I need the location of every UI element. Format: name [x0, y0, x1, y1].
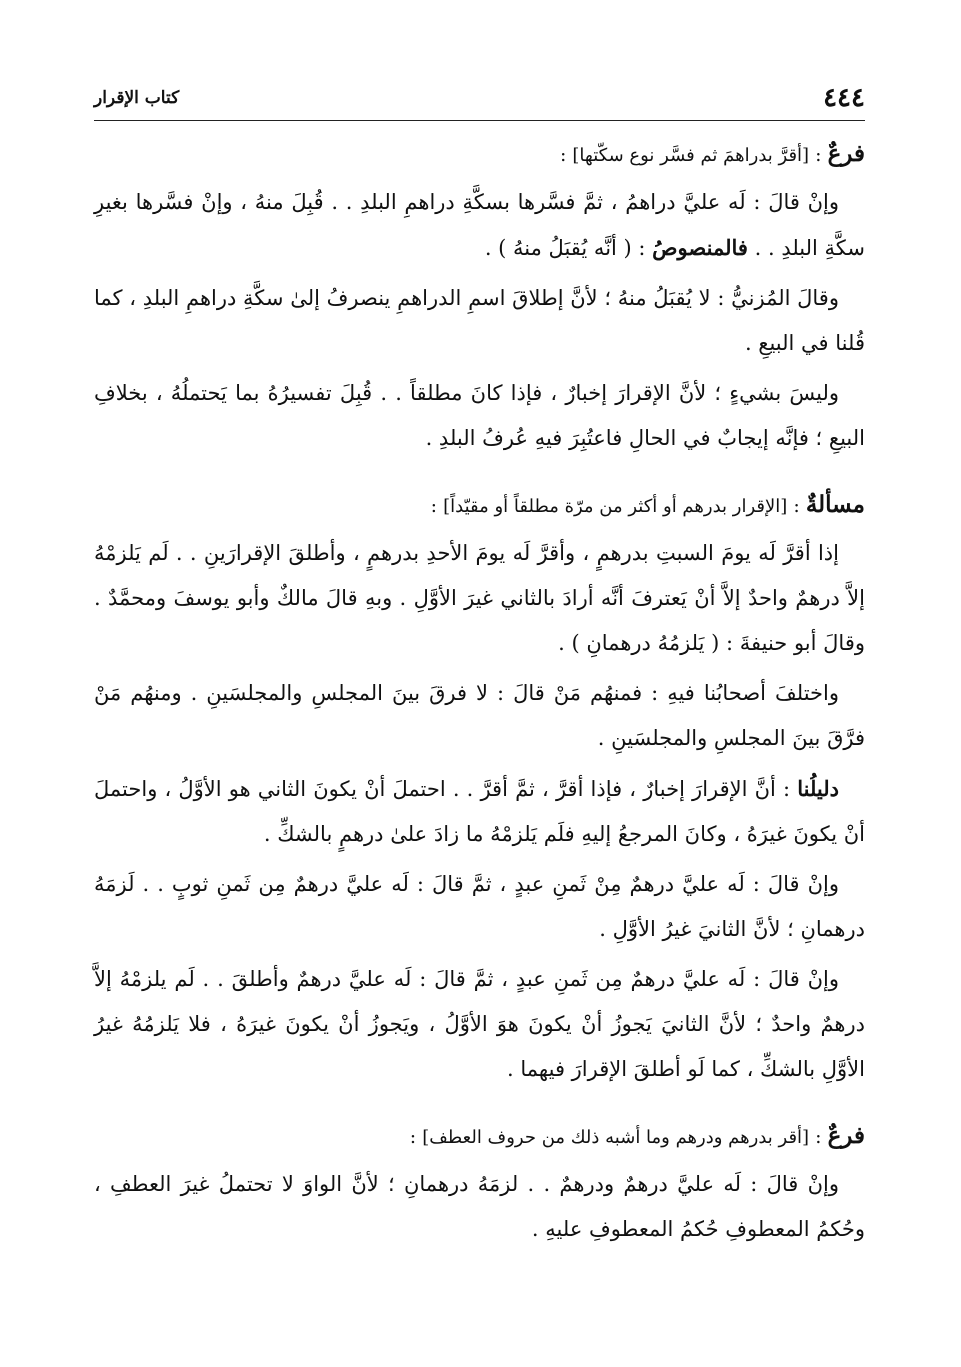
paragraph-text: وإنْ قالَ : لَه عليَّ درهمٌ مِنْ ثَمنِ عبدٍ ، ثمَّ قالَ : لَه عليَّ درهمٌ مِن ثَمنِ ثوبٍ . . لَزمَهُ درهمانِ ؛ لأنَّ الثانيَ غيرُ الأوَّلِ . [94, 872, 865, 941]
paragraph [94, 766, 865, 857]
paragraph-text: وإنْ قالَ : لَه عليَّ درهمٌ مِن ثَمنِ عبدٍ ، ثمَّ قالَ : لَه عليَّ درهمٌ وأطلقَ . . لَم يلزمْهُ إلاَّ درهمٌ واحدٌ ؛ لأنَّ الثانيَ يَجوزُ أنْ يكونَ هوَ الأوَّلُ ، ويَجوزُ أنْ يكونَ غيرَهُ ، فلا يَلزمُهُ غيرُ الأوَّلِ بالشكِّ ، كما لَو أطلقَ الإقرارَ فيهما . [94, 967, 865, 1081]
paragraph [94, 1162, 865, 1252]
bold-term: دليلُنا [797, 776, 839, 801]
paragraph [94, 862, 865, 952]
page-number: ٤٤٤ [823, 83, 865, 113]
heading-title: [أقر بدرهم ودرهم وما أشبه ذلك من حروف العطف] [422, 1127, 810, 1148]
paragraph-text: : ( أنَّه يُقبَلُ منهُ ) . [484, 236, 653, 260]
heading-title: [أقرَّ بدراهمَ ثم فسَّر نوع سكّتها] [572, 145, 810, 166]
heading-title: [الإقرار بدرهم أو أكثر من مرّة مطلقاً أو مقيّداً] [443, 496, 788, 517]
section-heading: مسألةٌ : [الإقرار بدرهم أو أكثر من مرّة مطلقاً أو مقيّداً] : [430, 491, 865, 518]
paragraph-text: وإنْ قالَ : لَه عليَّ دراهمُ ، ثمَّ فسَّرها بسكَّةِ دراهمِ البلدِ . . قُبِلَ منهُ ، وإنْ فسَّرها بغيرِ سكَّةِ البلدِ . . [94, 190, 865, 260]
heading-keyword: فرعٌ [827, 1122, 865, 1149]
page-header [94, 80, 865, 116]
heading-keyword: فرعٌ [827, 140, 865, 167]
paragraph [94, 671, 865, 761]
page-body [94, 132, 865, 1257]
paragraph-text: إذا أقرَّ لَه يومَ السبتِ بدرهمٍ ، وأقرَّ لَه يومَ الأحدِ بدرهمٍ ، وأطلقَ الإقرارَينِ . . لَم يَلزمْهُ إلاَّ درهمٌ واحدٌ إلاَّ أنْ يَعترفَ أنَّه أرادَ بالثاني غيرَ الأوَّلِ . وبهِ قالَ مالكٌ وأبو يوسفَ ومحمَّدٌ . وقالَ أبو حنيفةَ : ( يَلزمُهُ درهمانِ ) . [94, 541, 865, 655]
section-heading: فرعٌ : [أقر بدرهم ودرهم وما أشبه ذلك من حروف العطف] : [409, 1122, 865, 1149]
paragraph [94, 531, 865, 666]
paragraph [94, 276, 865, 366]
section-heading: فرعٌ : [أقرَّ بدراهمَ ثم فسَّر نوع سكّتها] : [559, 140, 865, 167]
running-title: كتاب الإقرار [94, 88, 180, 108]
header-rule [94, 120, 865, 121]
heading-keyword: مسألةٌ [805, 491, 865, 518]
paragraph [94, 180, 865, 271]
paragraph-text: وإنْ قالَ : لَه عليَّ درهمٌ ودرهمٌ . . لزمَهُ درهمانِ ؛ لأنَّ الواوَ لا تحتملُ غيرَ العطفِ ، وحُكمُ المعطوفِ حُكمُ المعطوفِ عليهِ . [94, 1172, 865, 1241]
paragraph-text: وليسَ بشيءٍ ؛ لأنَّ الإقرارَ إخبارٌ ، فإذا كانَ مطلقاً . . قُبِلَ تفسيرُهُ بما يَحتملُهُ ، بخلافِ البيعِ ؛ فإنَّه إيجابٌ في الحالِ فاعتُبِرَ فيهِ عُرفُ البلدِ . [94, 381, 865, 450]
paragraph-text: : أنَّ الإقرارَ إخبارٌ ، فإذا أقرَّ ، ثمَّ أقرَّ . . احتملَ أنْ يكونَ الثاني هو الأوَّلُ ، واحتملَ أنْ يكونَ غيرَهُ ، وكانَ المرجعُ إليهِ فلَم يَلزمْهُ ما زادَ علىٰ درهمٍ بالشكِّ . [94, 777, 865, 846]
bold-term: فالمنصوصُ [652, 235, 748, 260]
paragraph [94, 957, 865, 1092]
paragraph [94, 371, 865, 461]
paragraph-text: واختلفَ أصحابُنا فيهِ : فمنهُم مَنْ قالَ : لا فرقَ بينَ المجلسِ والمجلسَينِ . ومنهُم مَنْ فرَّقَ بينَ المجلسِ والمجلسَينِ . [94, 681, 865, 750]
paragraph-text: وقالَ المُزنيُّ : لا يُقبَلُ منهُ ؛ لأنَّ إطلاقَ اسمِ الدراهمِ ينصرفُ إلىٰ سكَّةِ دراهمِ البلدِ ، كما قُلنا في البيعِ . [94, 286, 865, 355]
